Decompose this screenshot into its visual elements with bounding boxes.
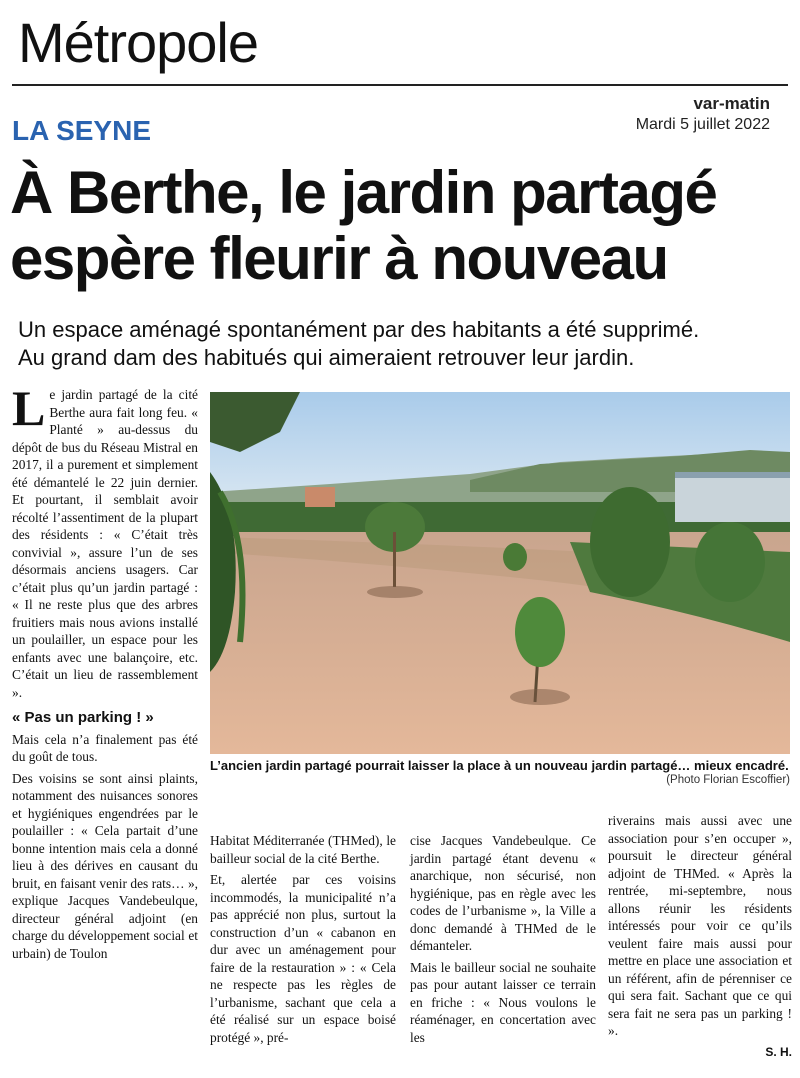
deck-line-2: Au grand dam des habitués qui aimeraient retrouver leur jardin. [18,345,635,370]
paragraph: Mais le bailleur social ne souhaite pas pour autant laisser ce terrain en friche : « Nous voulons le réaménager, en concertation avec les [410,959,596,1045]
subheading: « Pas un parking ! » [12,709,154,726]
paragraph: Et, alertée par ces voisins incommodés, la municipalité n’a pas apprécié non plus, surtout la construction d’un « cabanon en dur avec un aménagement pour faire de la restauration » : « Cela ne respecte pas les règles de l’urbanisme, sachant que cela a été réalisé sur un espace boisé protégé », pré- [210,872,396,1045]
article-column-4 [608,812,792,1061]
paragraph: riverains mais aussi avec une association pour s’en occuper », poursuit le directeur général adjoint de THMed. « Après la rentrée, mi-septembre, nous allons réunir les résidents intéressés pour voir ce qu’ils veulent faire mais aussi pour mettre en place une association et un référent, afin de pérenniser ce qui sera fait. Sachant que ce qui sera fait ne sera pas un parking ! ». [608,813,792,1038]
newspaper-name: var-matin [693,94,770,113]
headline [10,160,800,292]
publication-date: Mardi 5 juillet 2022 [635,116,770,133]
deck-line-1: Un espace aménagé spontanément par des habitants a été supprimé. [18,317,700,342]
section-title: Métropole [18,11,259,74]
deck [18,316,798,372]
article-photo [210,392,790,754]
drop-cap: L [12,380,46,436]
headline-line-1: À Berthe, le jardin partagé [10,159,717,226]
photo-caption: L’ancien jardin partagé pourrait laisser la place à un nouveau jardin partagé… mieux encadré. [210,758,789,773]
article-column-2 [210,832,396,1050]
headline-line-2: espère fleurir à nouveau [10,225,668,292]
header-rule [12,84,788,86]
author-signature: S. H. [765,1044,792,1059]
paragraph: cise Jacques Vandebeulque. Ce jardin partagé étant devenu « anarchique, non sécurisé, non hygiénique, pas en règle avec les codes de l’urbanisme », la Ville a donc demandé à THMed de le démanteler. [410,833,596,953]
location-tag: LA SEYNE [12,115,151,146]
photo-credit: (Photo Florian Escoffier) [666,774,790,786]
paragraph: Des voisins se sont ainsi plaints, notamment des nuisances sonores et hygiéniques engendrées par le poulailler : « Cela partait d’une bonne intention mais cela a donné lieu à des dérives en causant du bruit, en faisant venir des rats… », explique Jacques Vandebeulque, directeur général adjoint (en charge du développement social et urbain) de Toulon [12,770,198,961]
paragraph: Habitat Méditerranée (THMed), le bailleur social de la cité Berthe. [210,833,396,866]
article-column-1 [12,380,198,966]
paragraph: Mais cela n’a finalement pas été du goût de tous. [12,731,198,764]
intro-paragraph: Le jardin partagé de la cité Berthe aura fait long feu. « Planté » au-dessus du dépôt de bus du Réseau Mistral en 2017, il a purement et simplement été démantelé le 22 juin dernier. Et pourtant, il semblait avoir récolté l’assentiment de la plupart des résidents : « C’était très convivial », assure l’un de ses désormais anciens usagers. Car c’était plus qu’un jardin partagé : « Il ne reste plus que des arbres fruitiers mais nous avions installé un poulailler, un espace pour les enfants avec une balançoire, etc. C’était un lieu de rassemblement ». [12,380,198,700]
article-column-3 [410,832,596,1050]
